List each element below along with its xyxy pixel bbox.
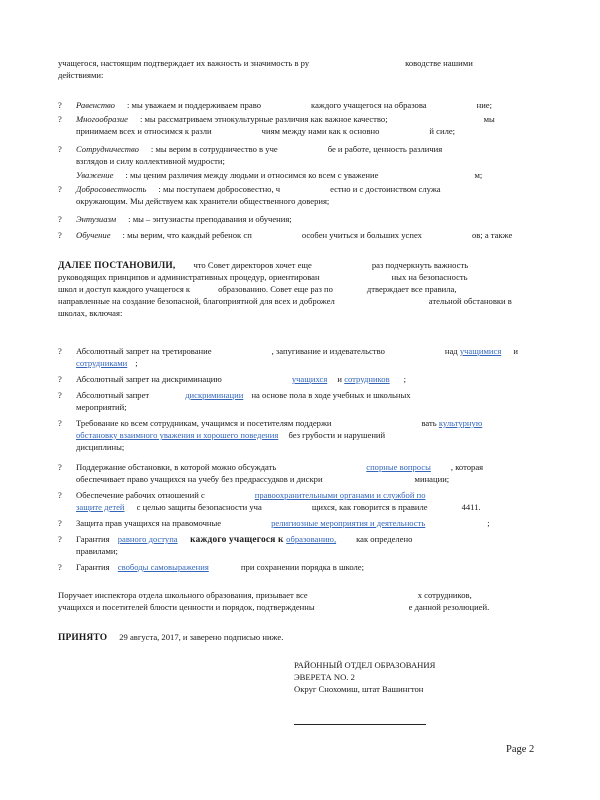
intro-text-cont: ководстве нашими [405, 58, 473, 68]
value-text: принимаем всех и относимся к разли [76, 126, 212, 136]
value-text: : мы ценим различия между людьми и относимся ко всем с уважение [125, 170, 379, 180]
rule-item [76, 418, 536, 430]
value-text: : мы поступаем добросовестно, ч [158, 184, 281, 194]
rule-text: при сохранении порядка в школе; [238, 562, 364, 572]
resolved-text: ных на безопасность [391, 272, 468, 282]
district-line-1: РАЙОННЫЙ ОТДЕЛ ОБРАЗОВАНИЯ [294, 660, 436, 670]
rule-text: 4411. [461, 502, 481, 512]
rule-item [76, 518, 536, 530]
rule-item [76, 402, 536, 414]
bullet-marker: ? [58, 518, 62, 528]
rule-link[interactable]: религиозные мероприятия и деятельность [271, 518, 426, 528]
value-text: : мы рассматриваем этнокультурные различия как важное качество; [139, 114, 388, 124]
directive-text: х сотрудников, [417, 590, 472, 600]
rule-text: мероприятий; [76, 402, 127, 412]
bullet-marker: ? [58, 390, 62, 400]
rule-link[interactable]: обстановку взаимного уважения и хорошего поведения [76, 430, 279, 440]
rule-text: Обеспечение рабочих отношений с [76, 490, 205, 500]
rule-item [76, 358, 536, 370]
bullet-marker: ? [58, 490, 62, 500]
bullet-marker: ? [58, 346, 62, 356]
bullet-marker: ? [58, 114, 62, 124]
value-term: Сотрудничество [76, 144, 139, 154]
rule-text: Гарантия [76, 562, 112, 572]
resolved-line-4 [58, 296, 546, 308]
value-text: окружающим. Мы действуем как хранители общественного доверия; [76, 196, 330, 206]
value-item [76, 196, 536, 208]
rule-text: ; [135, 358, 138, 368]
rule-text: ; [403, 374, 407, 384]
adopted-line [58, 632, 546, 645]
resolved-text: раз подчеркнуть важность [371, 260, 469, 270]
value-text: взглядов и силу коллективной мудрости; [76, 156, 225, 166]
rule-text: минации; [414, 474, 450, 484]
value-term: Обучение [76, 230, 111, 240]
rule-item [76, 546, 536, 558]
value-text: : мы – энтузиасты преподавания и обучения; [128, 214, 292, 224]
value-item [76, 100, 536, 112]
value-item [76, 144, 536, 156]
resolved-line-1 [58, 260, 546, 273]
rule-link[interactable]: свободы самовыражения [117, 562, 209, 572]
directive-text: е данной резолюцией. [408, 602, 490, 612]
rule-text: , которая [450, 462, 484, 472]
rule-item [76, 502, 536, 514]
rule-text: с целью защиты безопасности уча [134, 502, 262, 512]
resolved-text: направленные на создание безопасной, благоприятной для всех и доброжел [58, 296, 335, 306]
rule-text: и [335, 374, 345, 384]
directive-line-2 [58, 602, 546, 614]
value-term: Энтузиазм [76, 214, 117, 224]
rule-link[interactable]: спорные вопросы [366, 462, 431, 472]
rule-link[interactable]: образованию, [286, 534, 337, 544]
rule-text: и [511, 346, 519, 356]
value-text: естно и с достоинством служа [330, 184, 441, 194]
rule-link[interactable]: учащихся [291, 374, 328, 384]
resolved-text: дтверждает все правила, [366, 284, 457, 294]
intro-line-1 [58, 58, 546, 70]
value-text: бе и работе, ценность различия [327, 144, 443, 154]
intro-text: учащегося, настоящим подтверждает их важность и значимость в ру [58, 58, 310, 68]
value-term: Равенство [76, 100, 115, 110]
rule-text: вать [421, 418, 439, 428]
resolved-heading: ДАЛЕЕ ПОСТАНОВИЛИ, [58, 261, 176, 271]
rule-item [76, 390, 536, 402]
bullet-marker: ? [58, 144, 62, 154]
value-item [76, 214, 536, 226]
adopted-label: ПРИНЯТО [58, 633, 108, 643]
rule-text: ; [487, 518, 490, 528]
rule-item [76, 462, 536, 474]
rule-item [76, 474, 536, 486]
value-text: : мы уважаем и поддерживаем право [126, 100, 262, 110]
value-item [76, 184, 536, 196]
rule-text: Абсолютный запрет на третирование [76, 346, 212, 356]
rule-link[interactable]: учащимися [459, 346, 502, 356]
rule-item [76, 374, 536, 386]
rule-text: Абсолютный запрет на дискриминацию [76, 374, 222, 384]
rule-text: правилами; [76, 546, 118, 556]
rule-link[interactable]: дискриминации [185, 390, 244, 400]
value-term: Уважение [76, 170, 114, 180]
value-text: м; [474, 170, 483, 180]
rule-text: Поддержание обстановки, в которой можно обсуждать [76, 462, 277, 472]
value-text: : мы верим, что каждый ребенок сп [122, 230, 252, 240]
district-line-3: Округ Снохомиш, штат Вашингтон [294, 684, 424, 694]
rule-item [76, 430, 536, 442]
value-item [76, 156, 536, 168]
bullet-marker: ? [58, 562, 62, 572]
value-text: ов; а также [471, 230, 513, 240]
rule-item [76, 534, 536, 547]
rule-text: на основе пола в ходе учебных и школьных [249, 390, 411, 400]
bullet-marker: ? [58, 214, 62, 224]
value-item [76, 230, 536, 242]
page-number: Page 2 [506, 744, 535, 755]
value-text: каждого учащегося на образова [311, 100, 427, 110]
rule-link[interactable]: культурную [438, 418, 483, 428]
rule-item [76, 490, 536, 502]
rule-text: без грубости и нарушений [286, 430, 386, 440]
rule-text: щихся, как говорится в правиле [311, 502, 428, 512]
rule-text: Защита прав учащихся на правомочные [76, 518, 222, 528]
rule-text: , запугивание и издевательство [271, 346, 385, 356]
value-text: чиям между нами как к основно [261, 126, 380, 136]
bullet-marker: ? [58, 374, 62, 384]
rule-link[interactable]: сотрудниками [76, 358, 128, 368]
rule-link[interactable]: равного доступа [117, 534, 178, 544]
rule-text: Гарантия [76, 534, 112, 544]
directive-line-1 [58, 590, 546, 602]
value-term: Добросовестность [76, 184, 147, 194]
rule-text: обеспечивает право учащихся на учебу без предрассудков и дискри [76, 474, 323, 484]
resolved-text: что Совет директоров хочет еще [193, 260, 312, 270]
value-item [76, 170, 536, 182]
resolved-text: руководящих принципов и административных процедур, ориентирован [58, 272, 320, 282]
value-text: мы [483, 114, 495, 124]
rule-text: как определено [356, 534, 413, 544]
rule-link[interactable]: правоохранительными органами и службой по [254, 490, 426, 500]
value-text: й силе; [429, 126, 456, 136]
bullet-marker: ? [58, 100, 62, 110]
rule-text: Требование ко всем сотрудникам, учащимся и посетителям поддержи [76, 418, 332, 428]
bullet-marker: ? [58, 230, 62, 240]
value-term: Многообразие [76, 114, 128, 124]
resolved-line-3 [58, 284, 546, 296]
bullet-marker: ? [58, 184, 62, 194]
resolved-text: школ и доступ каждого учащегося к [58, 284, 191, 294]
value-item [76, 114, 536, 126]
rule-text: над [444, 346, 460, 356]
signature-line [294, 724, 426, 725]
bullet-marker: ? [58, 534, 62, 544]
rule-emphasis: каждого учащегося к [187, 535, 287, 545]
bullet-marker: ? [58, 462, 62, 472]
rule-link[interactable]: сотрудников [344, 374, 390, 384]
resolved-line-2 [58, 272, 546, 284]
directive-text: учащихся и посетителей блюсти ценности и порядок, подтвержденны [58, 602, 315, 612]
resolved-text: ательной обстановки в [428, 296, 512, 306]
resolved-line-5: школах, включая: [58, 308, 123, 318]
intro-line-2: действиями: [58, 70, 104, 80]
resolved-text: образованию. Совет еще раз по [218, 284, 333, 294]
value-text: особен учиться и больших успех [301, 230, 422, 240]
rule-text: Абсолютный запрет [76, 390, 150, 400]
rule-item [76, 346, 536, 358]
rule-link[interactable]: защите детей [76, 502, 125, 512]
value-item [76, 126, 536, 138]
rule-text: дисциплины; [76, 442, 125, 452]
value-text: ние; [476, 100, 493, 110]
adopted-text: 29 августа, 2017, и заверено подписью ниже. [119, 632, 284, 642]
directive-text: Поручает инспектора отдела школьного образования, призывает все [58, 590, 308, 600]
district-line-2: ЭВЕРЕТА NO. 2 [294, 672, 355, 682]
value-text: : мы верим в сотрудничество в уче [150, 144, 278, 154]
bullet-marker: ? [58, 418, 62, 428]
rule-item [76, 442, 536, 454]
rule-item [76, 562, 536, 574]
